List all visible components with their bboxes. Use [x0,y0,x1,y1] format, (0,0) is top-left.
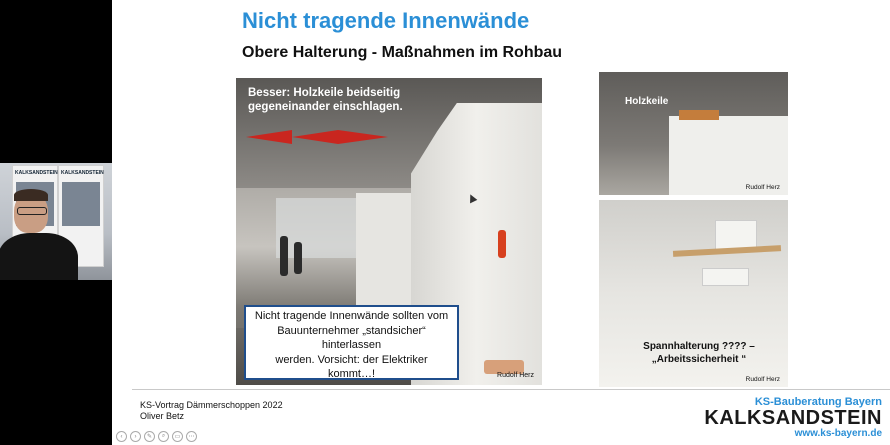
note-line: Nicht tragende Innenwände sollten vom [254,310,449,322]
photo-window [276,198,366,258]
wood-wedge [679,110,719,120]
footer-line-1: KS-Vortrag Dämmerschoppen 2022 [140,400,283,410]
caption-line: Besser: Holzkeile beidseitig [248,87,401,99]
presenter-glasses [17,207,47,215]
slide-subtitle: Obere Halterung - Maßnahmen im Rohbau [242,44,563,61]
footer-divider [132,389,890,390]
webcam-banner-logo-2: KALKSANDSTEIN [61,170,104,176]
photo-block-bottom [702,268,749,286]
note-line: werden. Vorsicht: der Elektriker [275,353,428,366]
caption-line: „Arbeitssicherheit “ [651,354,747,365]
presentation-toolbar [116,431,197,442]
caption-line: gegeneinander einschlagen. [248,101,403,113]
presentation-slide [112,0,890,445]
photo-top-right [599,72,788,195]
main-photo-caption [248,86,428,114]
prev-icon[interactable]: ‹ [116,431,127,442]
next-icon[interactable]: › [130,431,141,442]
note-line: kommt…! [327,368,376,380]
photo-bottom-right-caption [619,340,779,366]
webcam-banner-image-2 [62,182,100,226]
note-line: Bauunternehmer „standsicher“ [277,324,426,337]
footer-text [140,400,283,422]
caption-line: Spannhalterung ???? – [643,341,755,352]
presenter-body [0,233,78,280]
note-box [244,305,459,380]
footer-line-2: Oliver Betz [140,411,185,421]
brand-main: KALKSANDSTEIN [704,407,882,429]
pen-icon[interactable]: ✎ [144,431,155,442]
worker-figure-red [498,230,506,258]
photo-credit: Rudolf Herz [497,372,534,379]
note-line: hinterlassen [321,339,382,351]
photo-credit: Rudolf Herz [745,376,780,383]
brand-logo [704,396,882,439]
photo-credit: Rudolf Herz [745,184,780,191]
photo-bottom-right [599,200,788,387]
presenter-hair [14,189,48,201]
more-icon[interactable]: ⋯ [186,431,197,442]
webcam-banner-logo: KALKSANDSTEIN [15,170,58,176]
photo-top-right-caption: Holzkeile [625,96,669,107]
webcam-video [0,163,112,280]
zoom-icon[interactable]: ⌕ [158,431,169,442]
worker-figure [280,236,288,276]
brand-top: KS-Bauberatung Bayern [754,396,882,408]
worker-figure [294,242,302,274]
brand-url: www.ks-bayern.de [794,428,882,439]
slide-title: Nicht tragende Innenwände [242,8,530,33]
menu-icon[interactable]: ▭ [172,431,183,442]
